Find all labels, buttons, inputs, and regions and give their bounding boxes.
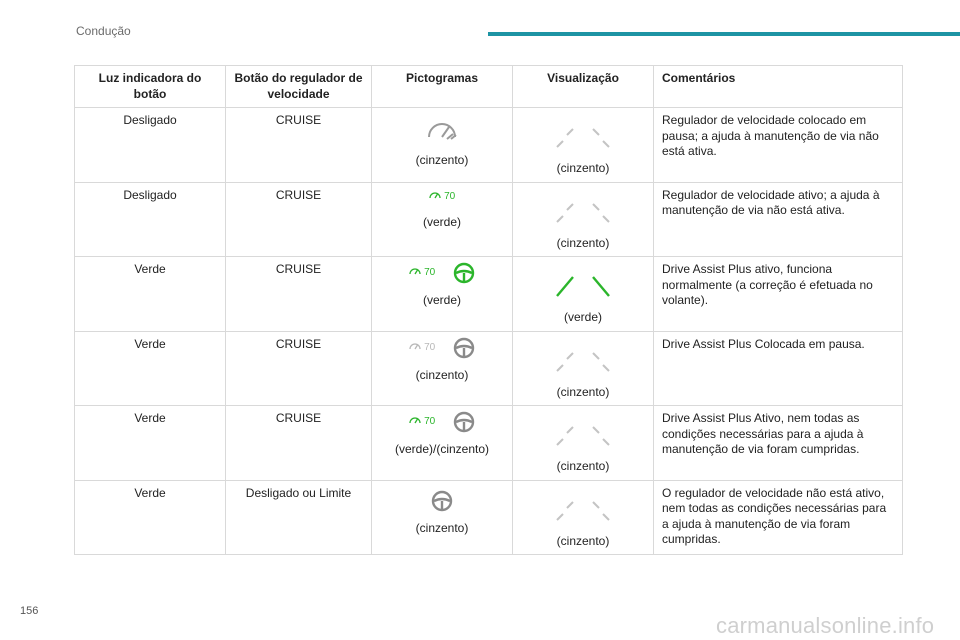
comment-cell: Drive Assist Plus ativo, funciona normalmente (a correção é efetuada no volante). [654,257,903,332]
watermark: carmanualsonline.info [716,613,935,638]
pictogram-cell [372,182,513,257]
steering-wheel-grey-icon [431,490,453,512]
display-cell [513,480,654,555]
section-title: Condução [76,24,131,38]
comment-cell: Drive Assist Plus Ativo, nem todas as condições necessárias para a ajuda à manutenção de via foram cumpridas. [654,406,903,481]
lane-lines-green-icon [553,272,613,300]
display-caption: (verde) [563,310,602,324]
pictogram-cell [372,331,513,406]
cruise-speed: 70 [424,341,436,353]
speedometer-grey-icon [409,341,421,351]
speedometer-green-icon [409,266,421,276]
button-cell: CRUISE [226,108,372,183]
lane-lines-grey-icon [553,496,613,524]
comment-cell: O regulador de velocidade não está ativo, nem todas as condições necessárias para a ajuda à manutenção de via foram cumpridas. [654,480,903,555]
table-row [75,108,903,183]
header-accent-bar [488,32,960,36]
display-cell [513,182,654,257]
cruise-speed: 70 [424,416,436,428]
display-caption: (cinzento) [556,459,610,473]
header-button: Botão do regulador de velocidade [226,66,372,108]
steering-wheel-grey-icon [453,337,475,359]
steering-wheel-green-icon [453,262,475,284]
cruise-speed: 70 [424,267,436,279]
display-caption: (cinzento) [556,161,610,175]
light-cell: Desligado [75,182,226,257]
cruise-speed: 70 [444,190,456,202]
cruise-speed-indicator [429,189,455,205]
light-cell: Desligado [75,108,226,183]
pictogram-caption: (verde) [422,214,461,229]
display-caption: (cinzento) [556,533,610,548]
display-cell [513,108,654,183]
light-cell: Verde [75,257,226,332]
button-cell: CRUISE [226,182,372,257]
pictogram-cell [372,480,513,555]
lane-lines-grey-icon [553,198,613,226]
button-cell: CRUISE [226,406,372,481]
pictogram-cell [372,406,513,481]
pictogram-caption: (verde) [422,293,461,307]
pictogram-caption: (cinzento) [415,520,469,535]
header-comments: Comentários [654,66,903,108]
cruise-speed-indicator [409,414,435,430]
button-cell: CRUISE [226,331,372,406]
table-row [75,257,903,332]
lane-lines-grey-icon [553,347,613,375]
header-pictograms: Pictogramas [372,66,513,108]
display-caption: (cinzento) [556,384,610,399]
light-cell: Verde [75,406,226,481]
speedometer-paused-icon [425,115,459,145]
header-light: Luz indicadora do botão [75,66,226,108]
button-cell: Desligado ou Limite [226,480,372,555]
cruise-speed-indicator [409,265,435,281]
display-cell [513,331,654,406]
comment-cell: Regulador de velocidade ativo; a ajuda à manutenção de via não está ativa. [654,182,903,257]
button-cell: CRUISE [226,257,372,332]
table-row [75,406,903,481]
page-number: 156 [20,605,39,617]
display-cell [513,406,654,481]
table-header-row [75,66,903,108]
speedometer-green-icon [429,190,441,200]
pictogram-cell [372,257,513,332]
light-cell: Verde [75,331,226,406]
pictogram-caption: (verde)/(cinzento) [394,442,490,456]
pictogram-caption: (cinzento) [415,153,469,167]
display-cell [513,257,654,332]
speedometer-green-icon [409,415,421,425]
pictogram-cell [372,108,513,183]
lane-lines-grey-icon [553,123,613,151]
lane-lines-grey-icon [553,421,613,449]
table-row [75,182,903,257]
cruise-speed-indicator [409,340,435,356]
header-display: Visualização [513,66,654,108]
table-row [75,480,903,555]
comment-cell: Regulador de velocidade colocado em pausa; a ajuda à manutenção de via não está ativa. [654,108,903,183]
pictogram-caption: (cinzento) [415,367,469,382]
table-row [75,331,903,406]
display-caption: (cinzento) [556,235,610,250]
light-cell: Verde [75,480,226,555]
cruise-table [74,65,903,555]
comment-cell: Drive Assist Plus Colocada em pausa. [654,331,903,406]
steering-wheel-grey-icon [453,411,475,433]
